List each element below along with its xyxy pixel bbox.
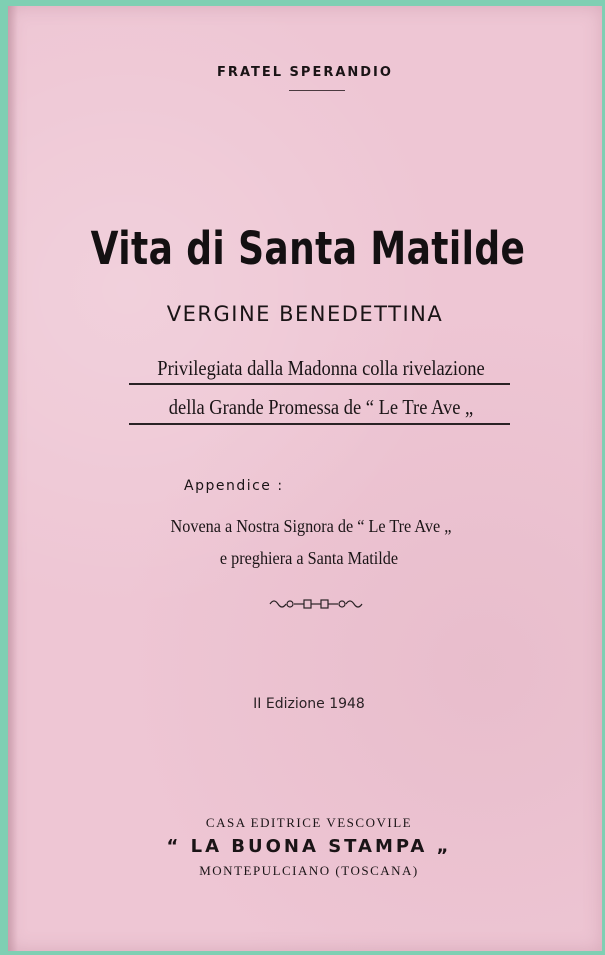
description-underline-1: [129, 383, 510, 385]
appendix-label: Appendice :: [184, 478, 284, 494]
ornament-divider-icon: [268, 594, 364, 614]
description-underline-2: [129, 423, 510, 425]
appendix-line-2: e preghiera a Santa Matilde: [219, 548, 399, 568]
author-name: FRATEL SPERANDIO: [217, 65, 393, 80]
description-line-1: Privilegiata dalla Madonna colla rivelazione: [157, 356, 485, 380]
book-title: Vita di Santa Matilde: [90, 222, 526, 275]
book-cover: [8, 6, 602, 951]
edition-text: II Edizione 1948: [253, 696, 365, 712]
description-line-2: della Grande Promessa de “ Le Tre Ave „: [168, 395, 474, 419]
book-subtitle: VERGINE BENEDETTINA: [166, 302, 444, 326]
press-name: “ LA BUONA STAMPA „: [166, 836, 452, 857]
publisher-name: CASA EDITRICE VESCOVILE: [205, 815, 413, 830]
appendix-line-1: Novena a Nostra Signora de “ Le Tre Ave „: [170, 516, 452, 536]
cover-edge-shadow: [8, 6, 18, 951]
publisher-city: MONTEPULCIANO (TOSCANA): [199, 863, 419, 878]
author-divider: [289, 90, 345, 91]
